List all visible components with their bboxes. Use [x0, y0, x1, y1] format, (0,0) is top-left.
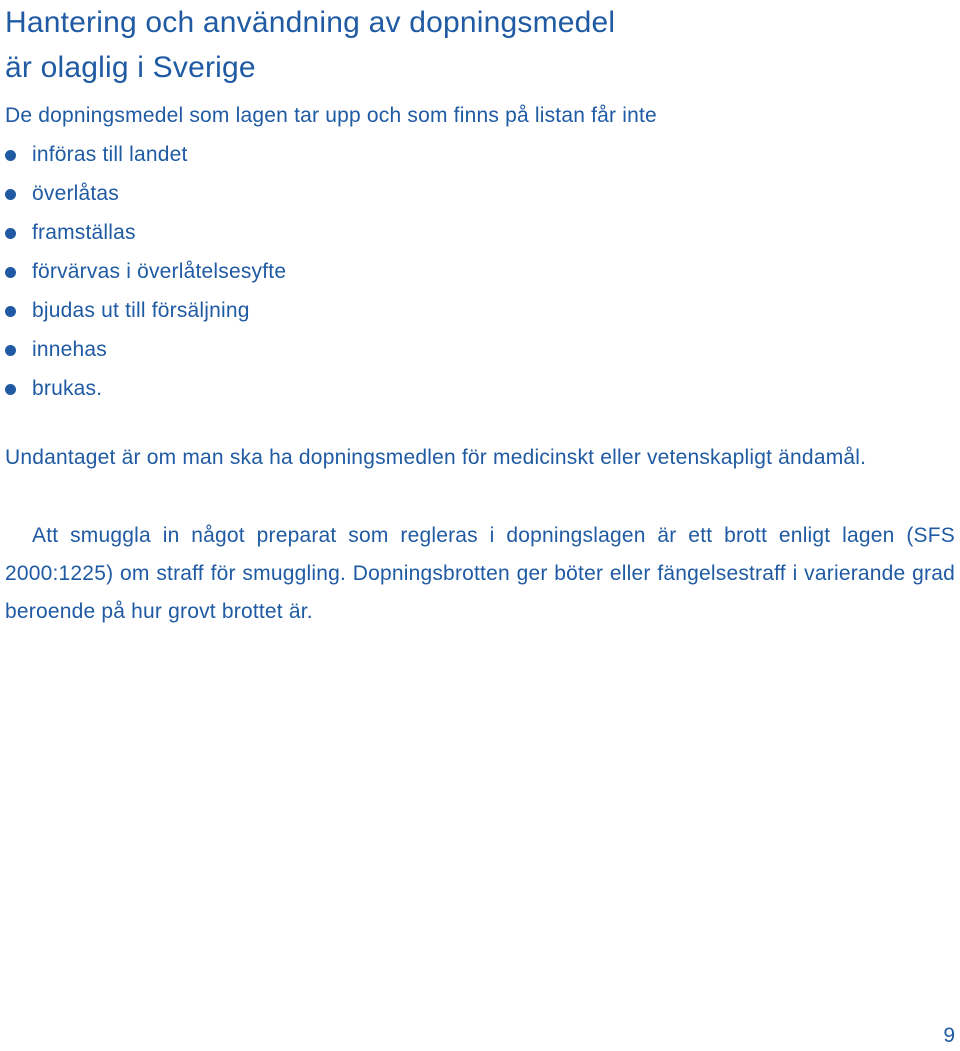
prohibited-actions-list	[5, 135, 286, 408]
exception-paragraph: Undantaget är om man ska ha dopningsmedlen för medicinskt eller vetenskapligt ändamål.	[5, 446, 867, 469]
list-item-label: förvärvas i överlåtelsesyfte	[32, 260, 287, 283]
list-item	[5, 135, 286, 174]
document-page	[5, 0, 955, 1051]
list-item	[5, 213, 286, 252]
bullet-dot-icon	[5, 384, 16, 395]
bullet-dot-icon	[5, 345, 16, 356]
bullet-dot-icon	[5, 189, 16, 200]
intro-text: De dopningsmedel som lagen tar upp och som finns på listan får inte	[5, 104, 657, 127]
list-item-label: framställas	[32, 221, 136, 244]
list-item-label: innehas	[32, 338, 107, 361]
bullet-dot-icon	[5, 150, 16, 161]
list-item-label: överlåtas	[32, 182, 120, 205]
bullet-dot-icon	[5, 306, 16, 317]
list-item-label: bjudas ut till försäljning	[32, 299, 250, 322]
page-number: 9	[943, 1024, 955, 1047]
bullet-dot-icon	[5, 267, 16, 278]
list-item	[5, 291, 286, 330]
smuggling-paragraph: Att smuggla in något preparat som regleras i dopningslagen är ett brott enligt lagen (SFS 2000:1225) om straff för smuggling. Dopningsbrotten ger böter eller fängelsestraff i varierande grad beroende på hur grovt brottet är.	[5, 524, 955, 623]
page-title-line-2: är olaglig i Sverige	[5, 51, 256, 84]
page-title	[5, 0, 615, 90]
page-title-line-1: Hantering och användning av dopningsmedel	[5, 6, 616, 39]
list-item	[5, 252, 286, 291]
list-item-label: brukas.	[32, 377, 103, 400]
bullet-dot-icon	[5, 228, 16, 239]
list-item	[5, 369, 286, 408]
list-item	[5, 330, 286, 369]
list-item-label: införas till landet	[32, 143, 188, 166]
list-item	[5, 174, 286, 213]
